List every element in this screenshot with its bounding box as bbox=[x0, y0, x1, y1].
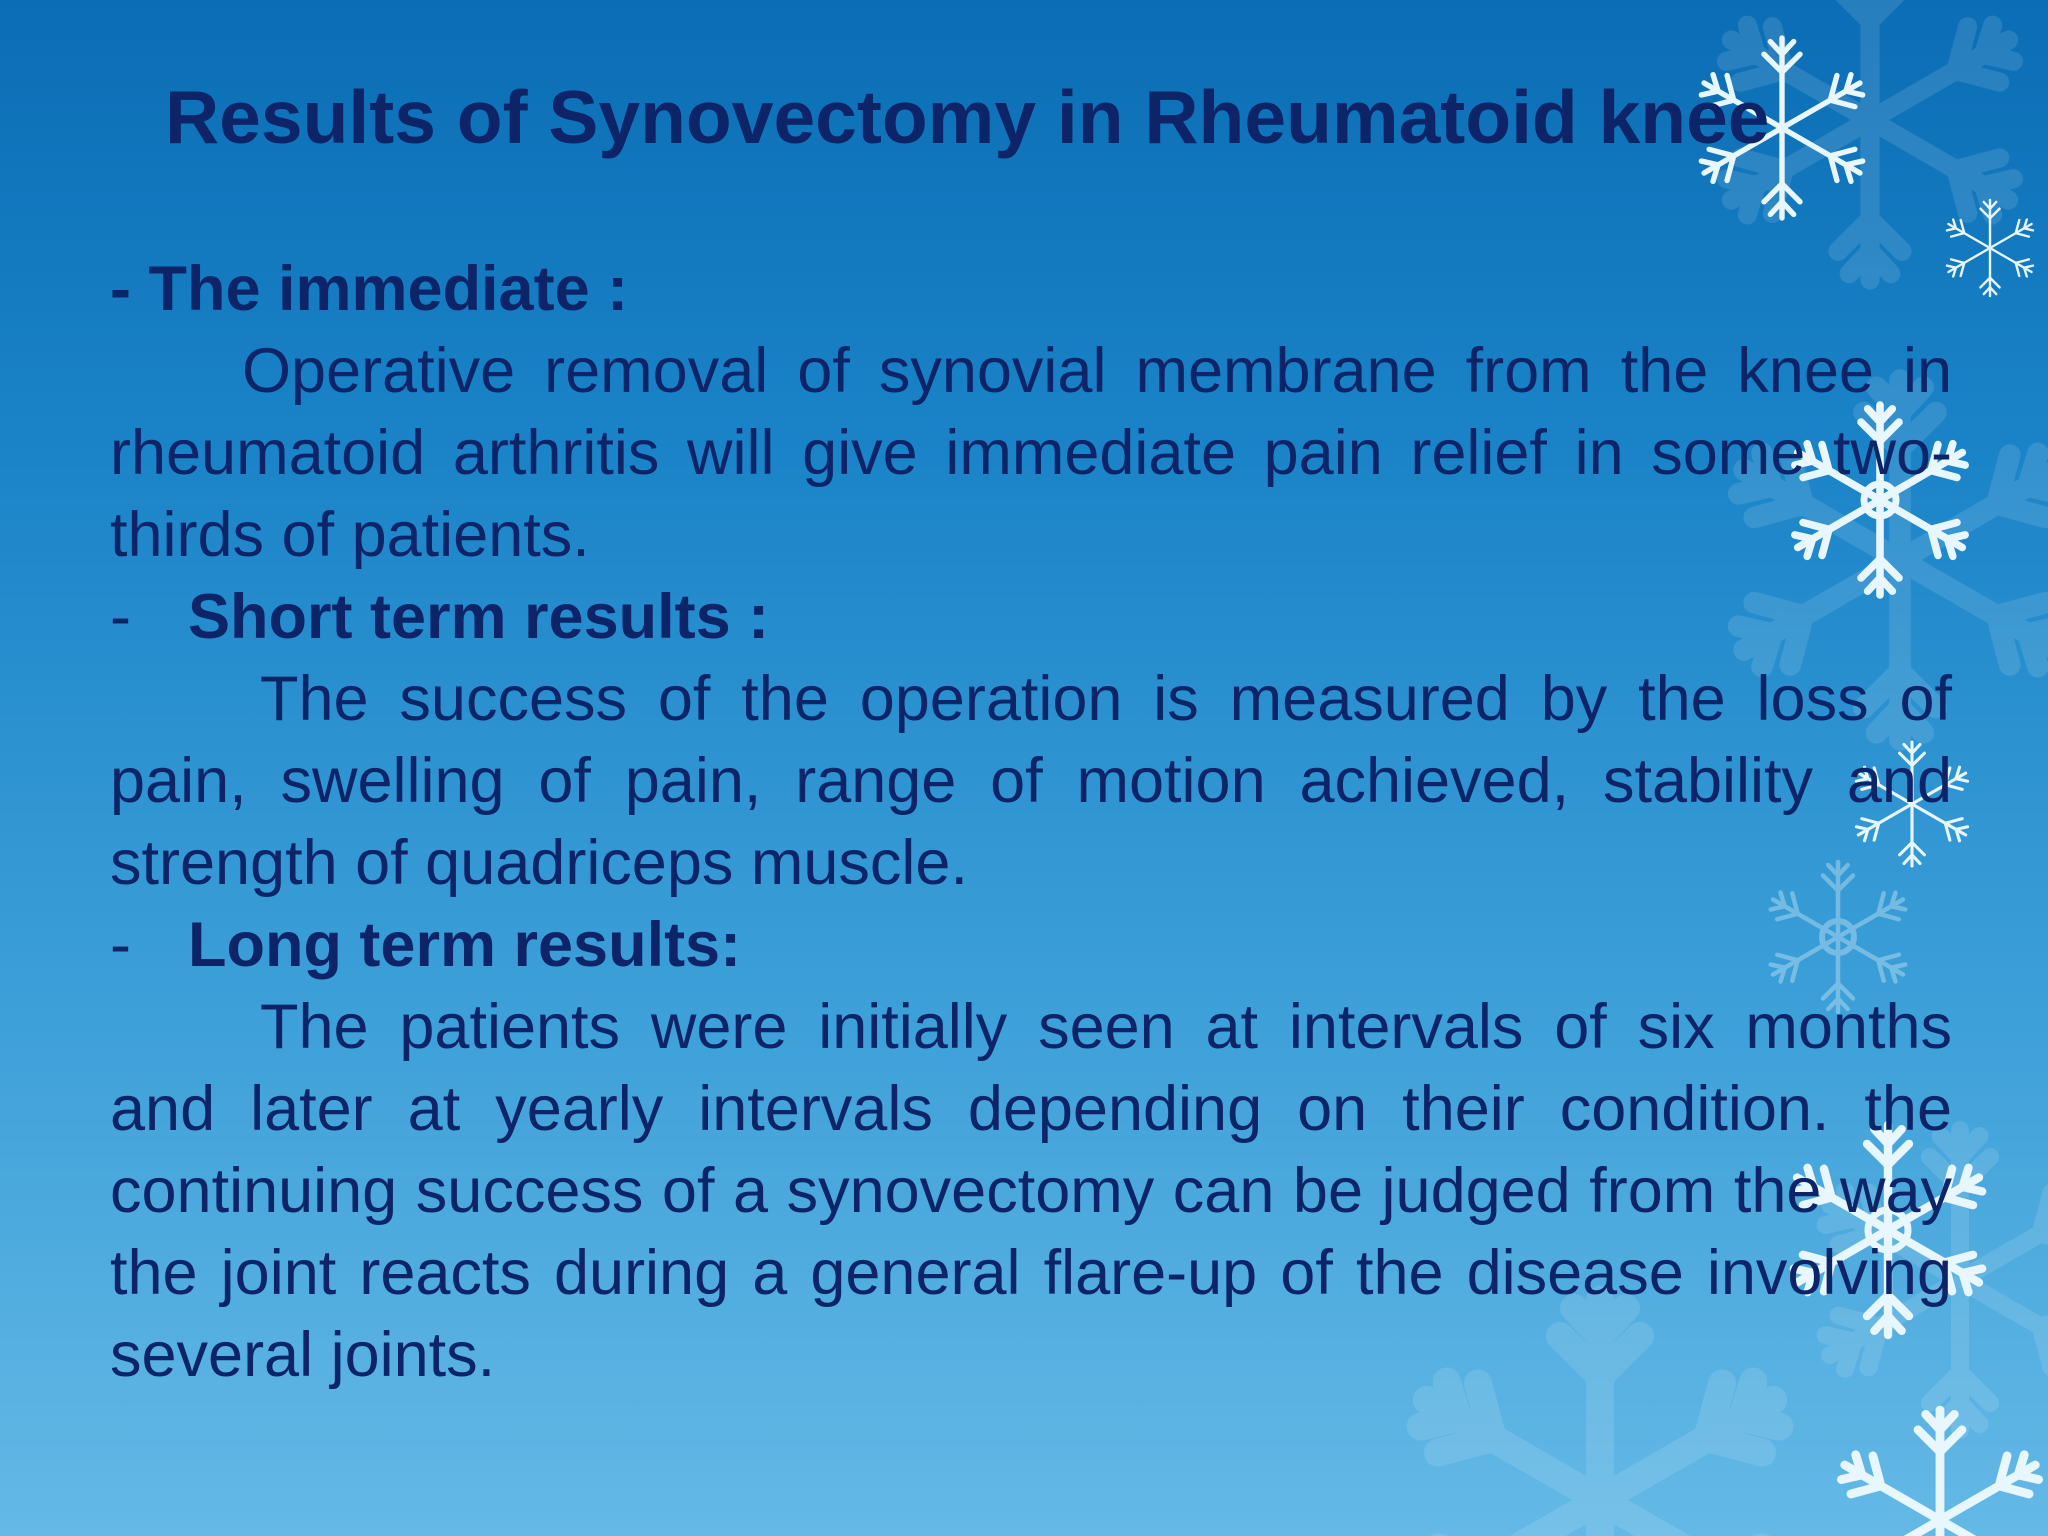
bullet-dash: - bbox=[110, 910, 131, 980]
section-heading-long-term bbox=[110, 904, 1952, 986]
snowflake-icon bbox=[1944, 200, 2037, 296]
bullet-dash: - bbox=[110, 254, 149, 324]
section-body-long-term: The patients were initially seen at intervals of six months and later at yearly intervals depending on their condition. the continuing success of a synovectomy can be judged from the way the joint reacts during a general flare-up of the disease involving several joints. bbox=[110, 992, 1952, 1390]
slide-title: Results of Synovectomy in Rheumatoid knee bbox=[165, 75, 1770, 159]
heading-text: Long term results: bbox=[188, 910, 742, 980]
snowflake-icon bbox=[1834, 1410, 2047, 1536]
section-body-immediate: Operative removal of synovial membrane from the knee in rheumatoid arthritis will give immediate pain relief in some two-thirds of patients. bbox=[110, 336, 1952, 570]
heading-text: Short term results : bbox=[188, 582, 770, 652]
slide-content bbox=[110, 248, 1952, 1396]
section-heading-short-term bbox=[110, 576, 1952, 658]
bullet-dash: - bbox=[110, 582, 131, 652]
heading-text: The immediate : bbox=[148, 254, 629, 324]
section-heading-immediate bbox=[110, 248, 1952, 330]
section-body-short-term: The success of the operation is measured by the loss of pain, swelling of pain, range of motion achieved, stability and strength of quadriceps muscle. bbox=[110, 664, 1952, 898]
